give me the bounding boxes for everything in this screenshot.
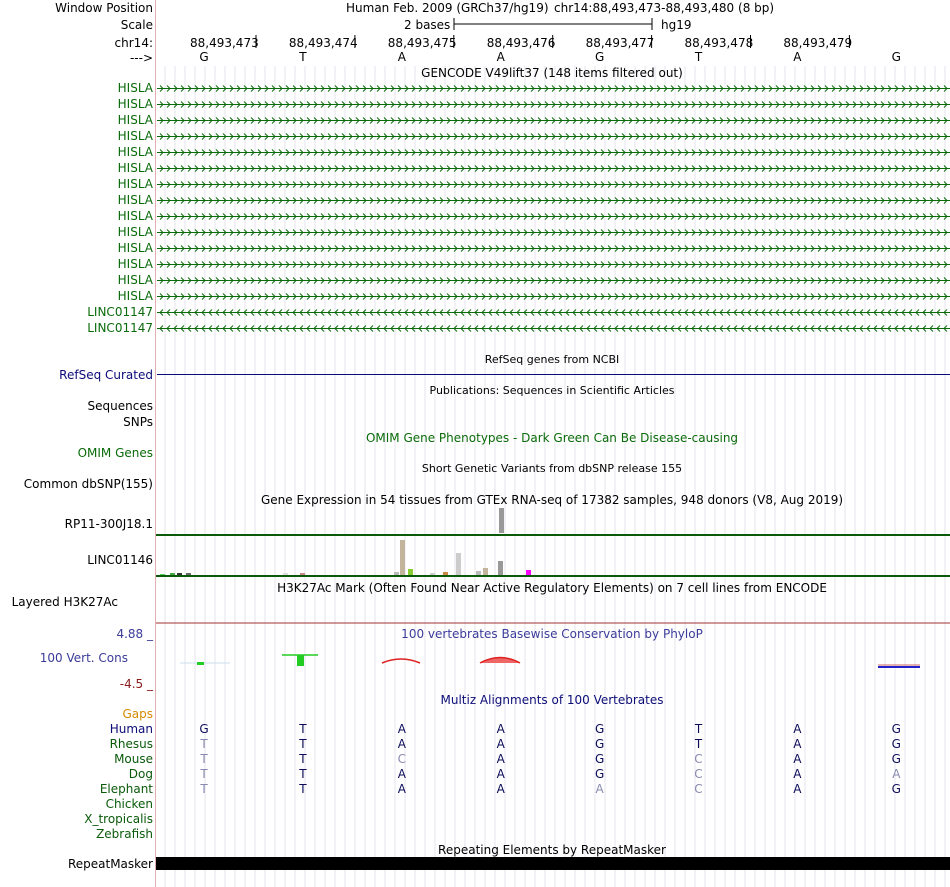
sequences-label[interactable]: Sequences bbox=[87, 399, 153, 413]
refseq-label[interactable]: RefSeq Curated bbox=[59, 368, 153, 382]
scale-db: hg19 bbox=[661, 18, 692, 32]
reference-base: T bbox=[299, 50, 307, 64]
gtex-gene-label-2[interactable]: LINC01146 bbox=[87, 553, 153, 567]
multiz-base: A bbox=[793, 782, 802, 796]
multiz-base: A bbox=[397, 722, 406, 736]
multiz-base: T bbox=[200, 767, 208, 781]
multiz-base: G bbox=[594, 752, 605, 766]
gtex-bar bbox=[408, 569, 413, 575]
multiz-base: T bbox=[299, 752, 307, 766]
gtex-bar bbox=[300, 573, 305, 575]
omim-track-title[interactable]: OMIM Gene Phenotypes - Dark Green Can Be Disease-causing bbox=[365, 431, 739, 445]
ruler-tick-label: 88,493,476 bbox=[486, 36, 556, 50]
multiz-base: T bbox=[200, 782, 208, 796]
multiz-base: A bbox=[496, 767, 505, 781]
chrom-label: chr14: bbox=[114, 36, 153, 50]
multiz-base: C bbox=[694, 767, 703, 781]
phylop-mark bbox=[382, 659, 420, 663]
gtex-bar bbox=[498, 561, 503, 575]
multiz-base: A bbox=[496, 782, 505, 796]
phylop-mark bbox=[297, 655, 304, 666]
multiz-base: G bbox=[594, 737, 605, 751]
gencode-item-label[interactable]: HISLA bbox=[117, 177, 153, 191]
gencode-item-label[interactable]: HISLA bbox=[117, 241, 153, 255]
omim-label[interactable]: OMIM Genes bbox=[77, 446, 153, 460]
reference-base: G bbox=[199, 50, 209, 64]
multiz-species-label[interactable]: Dog bbox=[128, 767, 153, 781]
phylop-mark bbox=[480, 658, 520, 664]
multiz-base: A bbox=[496, 722, 505, 736]
multiz-base: G bbox=[594, 722, 605, 736]
multiz-species-label[interactable]: Elephant bbox=[99, 782, 153, 796]
ruler-tick-label: 88,493,478 bbox=[684, 36, 754, 50]
h3k27ac-track-title[interactable]: H3K27Ac Mark (Often Found Near Active Regulatory Elements) on 7 cell lines from ENCODE bbox=[277, 581, 827, 595]
gencode-item-label[interactable]: HISLA bbox=[117, 257, 153, 271]
multiz-base: G bbox=[891, 752, 901, 766]
multiz-base: T bbox=[299, 782, 307, 796]
scale-label: Scale bbox=[120, 18, 153, 32]
multiz-base: T bbox=[299, 722, 307, 736]
phylop-mark bbox=[197, 662, 204, 665]
multiz-base: A bbox=[595, 782, 604, 796]
multiz-base: T bbox=[200, 752, 208, 766]
gencode-item-label[interactable]: HISLA bbox=[117, 113, 153, 127]
gencode-track-title[interactable]: GENCODE V49lift37 (148 items filtered out) bbox=[421, 66, 683, 80]
ruler-tick-label: 88,493,477 bbox=[585, 36, 655, 50]
gaps-label[interactable]: Gaps bbox=[122, 707, 153, 721]
multiz-base: A bbox=[793, 767, 802, 781]
gencode-item-label[interactable]: HISLA bbox=[117, 161, 153, 175]
gtex-bar bbox=[499, 508, 504, 533]
reference-base: G bbox=[594, 50, 605, 64]
multiz-base: A bbox=[496, 752, 505, 766]
ruler-tick-label: 88,493,474 bbox=[288, 36, 358, 50]
gtex-bar bbox=[526, 570, 531, 575]
multiz-base: A bbox=[496, 737, 505, 751]
gtex-bar bbox=[394, 572, 399, 575]
multiz-base: C bbox=[694, 782, 703, 796]
ruler-tick-label: 88,493,473 bbox=[190, 36, 259, 50]
reference-base: A bbox=[496, 50, 505, 64]
gtex-bar bbox=[186, 573, 191, 575]
gencode-item-label[interactable]: HISLA bbox=[117, 273, 153, 287]
multiz-base: T bbox=[694, 737, 703, 751]
gencode-item-label[interactable]: HISLA bbox=[117, 209, 153, 223]
gtex-bar bbox=[476, 571, 481, 575]
multiz-base: G bbox=[891, 722, 901, 736]
multiz-species-label[interactable]: X_tropicalis bbox=[84, 812, 153, 826]
gencode-item-label[interactable]: HISLA bbox=[117, 129, 153, 143]
gencode-item-label[interactable]: HISLA bbox=[117, 81, 153, 95]
gencode-item-label[interactable]: HISLA bbox=[117, 289, 153, 303]
multiz-base: T bbox=[299, 737, 307, 751]
multiz-species-label[interactable]: Mouse bbox=[114, 752, 153, 766]
ruler-tick-label: 88,493,475 bbox=[387, 36, 457, 50]
gtex-bar bbox=[177, 573, 182, 575]
gtex-bar bbox=[430, 573, 435, 575]
gtex-bar bbox=[400, 540, 405, 575]
refseq-track-title[interactable]: RefSeq genes from NCBI bbox=[484, 353, 620, 366]
repeatmasker-label[interactable]: RepeatMasker bbox=[67, 857, 153, 871]
gtex-bar bbox=[443, 572, 448, 575]
cons-max-label: 4.88 _ bbox=[116, 627, 153, 641]
multiz-base: G bbox=[891, 737, 901, 751]
gencode-item-label[interactable]: HISLA bbox=[117, 97, 153, 111]
strand-arrow-label: ---> bbox=[129, 51, 153, 65]
multiz-species-label[interactable]: Zebrafish bbox=[96, 827, 153, 841]
window-position-label: Window Position bbox=[55, 1, 153, 15]
repeatmasker-track-title[interactable]: Repeating Elements by RepeatMasker bbox=[438, 843, 666, 857]
multiz-base: C bbox=[694, 752, 703, 766]
gtex-bar bbox=[170, 573, 175, 575]
multiz-base: T bbox=[694, 722, 703, 736]
ruler-tick-label: 88,493,479 bbox=[783, 36, 853, 50]
gencode-item-label[interactable]: HISLA bbox=[117, 145, 153, 159]
multiz-base: G bbox=[594, 767, 605, 781]
reference-base: G bbox=[891, 50, 901, 64]
dbsnp-label[interactable]: Common dbSNP(155) bbox=[23, 477, 153, 491]
gtex-bar bbox=[456, 553, 461, 575]
h3k27ac-label[interactable]: Layered H3K27Ac bbox=[11, 595, 118, 609]
multiz-base: T bbox=[299, 767, 307, 781]
multiz-species-label[interactable]: Human bbox=[109, 722, 153, 736]
multiz-base: A bbox=[892, 767, 901, 781]
dbsnp-track-title[interactable]: Short Genetic Variants from dbSNP release 155 bbox=[421, 462, 683, 475]
multiz-base: G bbox=[199, 722, 209, 736]
assembly-title: Human Feb. 2009 (GRCh37/hg19) bbox=[346, 1, 549, 15]
reference-base: A bbox=[793, 50, 802, 64]
gencode-item-label[interactable]: HISLA bbox=[117, 193, 153, 207]
pubs-track-title[interactable]: Publications: Sequences in Scientific Articles bbox=[429, 384, 675, 397]
gtex-bar bbox=[483, 568, 488, 575]
position-range[interactable]: chr14:88,493,473-88,493,480 (8 bp) bbox=[554, 1, 775, 15]
gencode-item-label[interactable]: HISLA bbox=[117, 225, 153, 239]
multiz-species-label[interactable]: Chicken bbox=[105, 797, 153, 811]
multiz-base: A bbox=[397, 782, 406, 796]
cons-min-label: -4.5 _ bbox=[119, 677, 153, 691]
gtex-bar bbox=[283, 573, 288, 575]
multiz-base: A bbox=[793, 752, 802, 766]
gencode-item-label[interactable]: LINC01147 bbox=[87, 305, 153, 319]
repeatmasker-bar bbox=[156, 857, 950, 870]
multiz-base: A bbox=[793, 737, 802, 751]
multiz-base: A bbox=[793, 722, 802, 736]
scale-bar-text: 2 bases bbox=[404, 18, 451, 32]
multiz-species-label[interactable]: Rhesus bbox=[109, 737, 153, 751]
multiz-base: C bbox=[397, 752, 406, 766]
reference-base: T bbox=[694, 50, 703, 64]
gtex-bar bbox=[160, 574, 165, 575]
gtex-gene-label-1[interactable]: RP11-300J18.1 bbox=[64, 517, 153, 531]
gencode-item-label[interactable]: LINC01147 bbox=[87, 321, 153, 335]
multiz-base: G bbox=[891, 782, 901, 796]
reference-base: A bbox=[397, 50, 406, 64]
snps-label[interactable]: SNPs bbox=[123, 415, 153, 429]
phylop-track-title[interactable]: 100 vertebrates Basewise Conservation by PhyloP bbox=[401, 627, 703, 641]
multiz-base: T bbox=[200, 737, 208, 751]
gtex-track-title[interactable]: Gene Expression in 54 tissues from GTEx RNA-seq of 17382 samples, 948 donors (V8, Aug 2019) bbox=[260, 493, 844, 507]
multiz-track-title[interactable]: Multiz Alignments of 100 Vertebrates bbox=[440, 693, 664, 707]
multiz-base: A bbox=[397, 767, 406, 781]
cons-track-label[interactable]: 100 Vert. Cons bbox=[39, 651, 128, 665]
multiz-base: A bbox=[397, 737, 406, 751]
